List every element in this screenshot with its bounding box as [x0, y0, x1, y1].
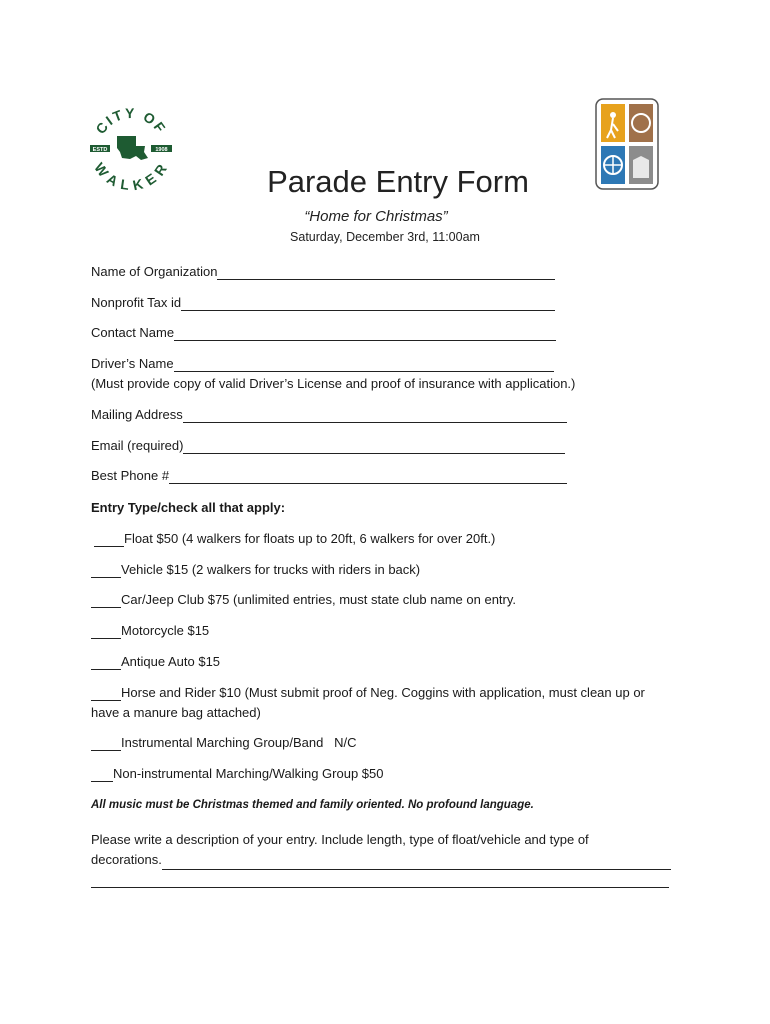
entry-instrumental-band: Instrumental Marching Group/Band N/C [91, 735, 357, 751]
entry-type-heading: Entry Type/check all that apply: [91, 500, 286, 515]
entry-car-jeep-club: Car/Jeep Club $75 (unlimited entries, must state club name on entry. [91, 592, 516, 608]
mailing-address-input[interactable] [183, 410, 567, 423]
page-title: Parade Entry Form [267, 164, 529, 199]
entry-horse-rider-continued: have a manure bag attached) [91, 705, 261, 720]
entry-antique-auto: Antique Auto $15 [91, 654, 220, 670]
louisiana-state-shape [117, 136, 148, 160]
description-prompt-line-2: decorations. [91, 852, 162, 867]
field-driver-name: Driver’s Name [91, 356, 554, 372]
float-check-blank[interactable] [94, 534, 124, 547]
antique-auto-check-blank[interactable] [91, 657, 121, 670]
horse-rider-check-blank[interactable] [91, 688, 121, 701]
description-prompt-line-1: Please write a description of your entry. Include length, type of float/vehicle and type of [91, 832, 589, 847]
entry-non-instrumental-group: Non-instrumental Marching/Walking Group $50 [91, 766, 383, 782]
vehicle-check-blank[interactable] [91, 565, 121, 578]
logo-year: 1908 [155, 146, 168, 153]
entry-horse-rider: Horse and Rider $10 (Must submit proof of Neg. Coggins with application, must clean up or [91, 685, 645, 701]
svg-text:CITY OF [92, 105, 169, 137]
description-prompt [91, 830, 691, 870]
phone-input[interactable] [169, 471, 567, 484]
entry-float: Float $50 (4 walkers for floats up to 20ft, 6 walkers for over 20ft.) [94, 531, 495, 547]
music-note: All music must be Christmas themed and family oriented. No profound language. [91, 799, 534, 811]
field-contact-name: Contact Name [91, 325, 556, 341]
field-nonprofit-tax-id: Nonprofit Tax id [91, 295, 555, 311]
car-jeep-check-blank[interactable] [91, 595, 121, 608]
driver-name-input[interactable] [174, 359, 554, 372]
field-email: Email (required) [91, 438, 565, 454]
event-date: Saturday, December 3rd, 11:00am [290, 230, 480, 244]
logo-text-top: CITY OF [92, 104, 170, 137]
non-instrumental-check-blank[interactable] [91, 769, 113, 782]
description-input-line-1[interactable] [162, 857, 671, 870]
field-mailing-address: Mailing Address [91, 407, 567, 423]
email-input[interactable] [183, 441, 565, 454]
logo-text-bottom: WALKER [90, 159, 172, 192]
entry-motorcycle: Motorcycle $15 [91, 623, 209, 639]
logo-estd: ESTD [92, 146, 108, 153]
tax-id-input[interactable] [181, 298, 555, 311]
event-theme: “Home for Christmas” [304, 208, 448, 225]
driver-license-note: (Must provide copy of valid Driver’s License and proof of insurance with application.) [91, 376, 576, 391]
description-input-line-2[interactable] [91, 875, 669, 888]
organization-name-input[interactable] [217, 267, 555, 280]
motorcycle-check-blank[interactable] [91, 626, 121, 639]
field-best-phone: Best Phone # [91, 468, 567, 484]
entry-vehicle: Vehicle $15 (2 walkers for trucks with riders in back) [91, 562, 420, 578]
contact-name-input[interactable] [174, 328, 556, 341]
instrumental-check-blank[interactable] [91, 738, 121, 751]
field-organization-name: Name of Organization [91, 264, 555, 280]
